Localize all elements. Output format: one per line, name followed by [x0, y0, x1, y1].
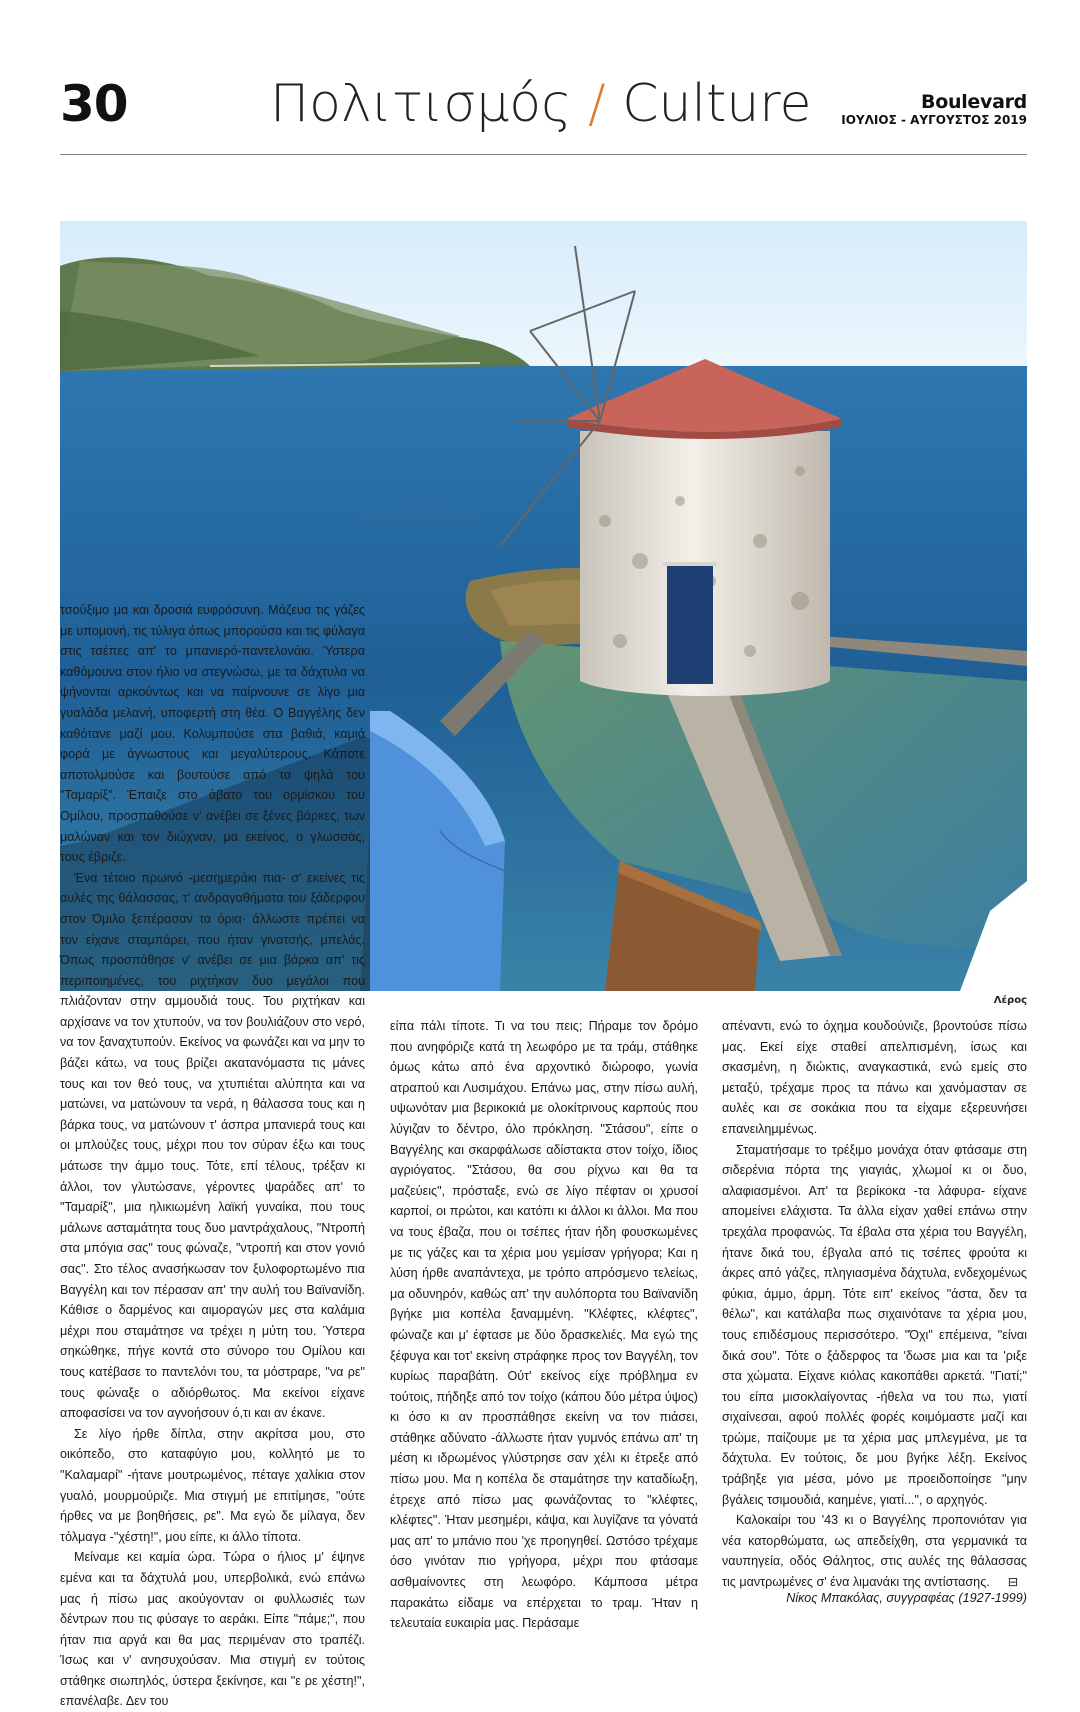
author-signature: Νίκος Μπακόλας, συγγραφέας (1927-1999) [786, 1591, 1027, 1605]
section-title-slash: / [588, 74, 606, 134]
brand-logo: Boulevard [921, 91, 1027, 113]
section-title-greek: Πολιτισμός [270, 74, 572, 134]
paragraph: Σταματήσαμε το τρέξιμο μονάχα όταν φτάσαμε στη σιδερένια πόρτα της γιαγιάς, χλωμοί κι οι δυο, αλαφιασμένοι. Απ' τα βερίκοκα -τα λάφυρα- είχανε απομείνει ελάχιστα. Τα άλλα είχαν χαθεί επάνω στην τρεχάλα προφανώς. Τα έβαλα στα χέρια του Βαγγέλη, ήτανε δικά του, έβγαλα από τις τσέπες φρούτα κι άκρες από γάζες, πληγιασμένα δάχτυλα, ενδεχομένως φύκια, άμμο, άρμη. Τότε ειπ' εκείνος "άστα, δεν τα θέλω", και κατάλαβα πως σιχαινότανε τα χέρια μου, τους επιδέσμους περισσότερο. "Όχι" επέμεινα, "είναι δικά σου". Τότε ο ξάδερφος τα 'δωσε μια και τα 'ριξε στα χώματα. Είχανε κιόλας κακοπάθει αρκετά. "Γιατί;" του είπα μισοκλαίγοντας -ήθελα να του πω, γιατί σιχαίνεσαι, αφού πολλές φορές κοιμόμαστε μαζί και τρώμε, παίζουμε με τα χέρια μας μπλεγμένα, με τα δάχτυλα. Εν τούτοις, δε μου βγήκε λέξη. Εκείνος τράβηξε για μέσα, μόνο με προειδοποίησε "μην βγάλεις τσιμουδιά, καημένε, γιατί...", ο αρχηγός. [722, 1142, 1027, 1507]
paragraph: Ένα τέτοιο πρωινό -μεσημεράκι πια- σ' εκείνες τις αυλές της θάλασσας, τ' ανδραγαθήματα του ξάδερφου στον Όμιλο ξεπέρασαν τα όρια· άλλωστε πρέπει να τον είχανε σταμπάρει, που ήταν γινατσής, μπελάς. Όπως προσπάθησε ν' ανέβει σε μια βάρκα απ' τις περιποιημένες, του ριχτήκαν δυο μεγάλοι που πλιάζονταν στην αμμουδιά τους. Του ριχτήκαν και αρχίσανε να τον χτυπούν, να τον βουλιάζουν στο νερό, να τον ξαναχτυπούν. Εκείνος να φωνάζει και να μην το βάζει κάτω, να τους βρίζει ακατανόμαστα τις μάνες τους και τον θεό τους, να χτυπιέται αλύπητα και να ματώνει, να ματώνουν τα νερά, η θάλασσα τους και η βάρκα τους, να ματώνουν τ' άσπρα μπανιερά τους και οι μπλούζες τους, μέχρι που τον σύραν έξω και τους μάτωσε την άμμο τους. Τότε, επί τέλους, τρέξαν κι άλλοι, τον γλυτώσανε, γέροντες ψαράδες απ' το "Ταμαρίξ", μια ηλικιωμένη λαϊκή γυναίκα, που τους μάλωνε ασταμάτητα τους δυο μαντράχαλους, "Ντροπή στα μπόγια σας" τους φώναζε, "ντροπή και στον γονιό σας". Στο τέλος ανασήκωσαν τον ξυλοφορτωμένο πια Βαγγέλη και τον πέρασαν απ' την αυλή του Βαϊνανίδη. Κάθισε ο δαρμένος και αιμοραγών μες στα καλάμια μέχρι που σταμάτησε να τρέχει η μύτη του. Ύστερα σηκώθηκε, πήγε κοντά στο σύνορο του Ομίλου και τους κατέβασε το παντελόνι του, τα μόστραρε, "να ρε" τους φώναξε ο αδιόρθωτος. Μα εκείνοι είχανε αποφασίσει να τον αγνοήσουν ό,τι και αν έκανε. [60, 870, 365, 1421]
paragraph: Σε λίγο ήρθε δίπλα, στην ακρίτσα μου, στο οικόπεδο, στο καταφύγιο μου, κολλητό με το "Καλαμαρί" -ήτανε μουτρωμένος, πέταγε χαλίκια στον γυαλό, μουρμούριζε. Μια στιγμή με επιτίμησε, "ούτε ήρθες να με βοηθήσεις, ρε". Μα εγώ δε μίλαγα, δεν τόλμαγα -"χέστη!", μου είπε, κι άλλο τίποτα. [60, 1426, 365, 1544]
page-number: 30 [60, 75, 128, 133]
section-title [270, 72, 812, 136]
article-column-1 [60, 600, 365, 1712]
article-column-2 [390, 1016, 698, 1634]
end-mark-icon: ⊟ [1007, 1575, 1019, 1590]
article-column-3 [722, 1016, 1027, 1593]
paragraph [722, 1510, 1027, 1592]
paragraph: τσούξιμο μα και δροσιά ευφρόσυνη. Μάζευα τις γάζες με υπομονή, τις τύλιγα όπως μπορούσα και τις φύλαγα στις τσέπες απ' το μπανιερό-παντελονάκι. Ύστερα καθόμουνα στον ήλιο να στεγνώσω, με τα δάχτυλα να ψήνονται αρκούντως και να παίρνουνε σε λίγο μια γυαλάδα μελανή, υποφερτή στη θέα. Ο Βαγγέλης δεν καθότανε μαζί μου. Κολυμπούσε στα βαθιά, καμιά φορά με άγνωστους και μεγαλύτερους. Κάποτε αποτολμούσε και βουτούσε από τα ψηλά του "Ταμαρίξ". Έπαιζε στο άβατο του ορμίσκου του Ομίλου, προσπαθούσε ν' ανέβει σε ξένες βάρκες, των μαλώναν και τον διώχναν, μα εκείνος, ο γλωσσάς, τους έβριζε. [60, 603, 365, 865]
paragraph: Μείναμε κει καμία ώρα. Τώρα ο ήλιος μ' έψηνε εμένα και τα δάχτυλά μου, υπερβολικά, ενώ επάνω μας ή πίσω μας ακούγονταν οι φυλλωσιές των δέντρων που τις φύσαγε το αεράκι. Είπε "πάμε;", που ήταν πια αργά και θα μας περιμέναν στο τραπέζι. Ίσως και ν' ανησυχούσαν. Μια στιγμή εν τούτοις στάθηκε σιωπηλός, ύστερα ξεκίνησε, και "ε ρε χέστη!", επανέλαβε. Δεν του [60, 1550, 365, 1709]
header-divider [60, 154, 1027, 155]
section-title-english: Culture [622, 74, 812, 134]
paragraph: απέναντι, ενώ το όχημα κουδούνιζε, βροντούσε πίσω μας. Εκεί είχε σταθεί απελπισμένη, ίσως και σκασμένη, η διώκτις, αναγκαστικά, ενώ εμείς στο μεταξύ, τρέχαμε προς τα πάνω και χανόμασταν σε αυλές και σε σοκάκια που τα είχαμε εξερευνήσει επανειλημμένως. [722, 1019, 1027, 1136]
paragraph: είπα πάλι τίποτε. Τι να του πεις; Πήραμε τον δρόμο που ανηφόριζε κατά τη λεωφόρο με τα τράμ, στάθηκε όμως κάτω από ένα αρχοντικό διώροφο, γωνία ατραπού και Λυσιμάχου. Επάνω μας, στην πίσω αυλή, υψωνόταν μια βερικοκιά με ολοκίτρινους καρπούς που λύγιζαν το δέντρο, όλο πρόκληση. "Στάσου", είπε ο Βαγγέλης και σκαρφάλωσε αδίστακτα στον τοίχο, ίδιος αγριόγατος. "Στάσου, θα σου ρίχνω και θα τα μαζεύεις", πρόσταξε, ενώ σε λίγο πέφταν οι χρυσοί καρποί, οι πρώτοι, και κατόπι κι άλλοι κι άλλοι. Μα που να τους έβαζα, που οι τσέπες ήταν ήδη φουσκωμένες με τις γάζες και τα χέρια μου γεμίσαν γρήγορα; Και η λύση ήρθε αναπάντεχα, με τρόπο απρόσμενο τελείως, μα οδυνηρόν, καθώς απ' την αυλόπορτα του Βαϊνανίδη βγήκε μια κοπέλα ξαναμμένη. "Κλέφτες, κλέφτες", φώναζε και μ' έφτασε με δύο δρασκελιές. Μα εγώ της ξέφυγα και τοτ' εκείνη στράφηκε προς τον Βαγγέλη, τον κυρίως παραβάτη. Ούτ' εκείνος είχε πρόβλημα εν τούτοις, πήδηξε από τον τοίχο (κάπου δύο μέτρα ύψος) κι όσο κι αν προσπάθησε εκείνη να τον πιάσει, στάθηκε αδύνατο -άλλωστε ήταν γυμνός επάνω απ' τη μέση κι ιδρωμένος γλύστρησε σαν χέλι κι έτρεξε από πίσω μου. Μα η κοπέλα δε σταμάτησε την καταδίωξη, έτρεχε από πίσω μας φωνάζοντας το "κλέφτες, κλέφτες". Ήταν μεσημέρι, κάψα, και λυγίζανε τα γόνατά μας απ' το μπάνιο που 'χε προηγηθεί. Ωστόσο τρέχαμε όσο γινόταν πιο γρήγορα, μέχρι που φτάσαμε ασθμαίνοντες στη λεωφόρο. Κάμποσα μέτρα παρακάτω είδαμε να επέρχεται το τραμ. Ήταν η τελευταία ευκαιρία μας. Περάσαμε [390, 1019, 698, 1631]
paragraph-text: Καλοκαίρι του '43 κι ο Βαγγέλης προπονιόταν για νέα κατορθώματα, ως απεδείχθη, στα γερμανικά τα ναυπηγεία, οδός Θάλητος, στις αυλές της θάλασσας τις μαντρωμένες σ' ένα λιμανάκι της αντίστασης. [722, 1513, 1027, 1590]
masthead [841, 92, 1027, 128]
issue-date: ΙΟΥΛΙΟΣ - ΑΥΓΟΥΣΤΟΣ 2019 [841, 113, 1027, 127]
photo-caption: Λέρος [993, 995, 1027, 1006]
